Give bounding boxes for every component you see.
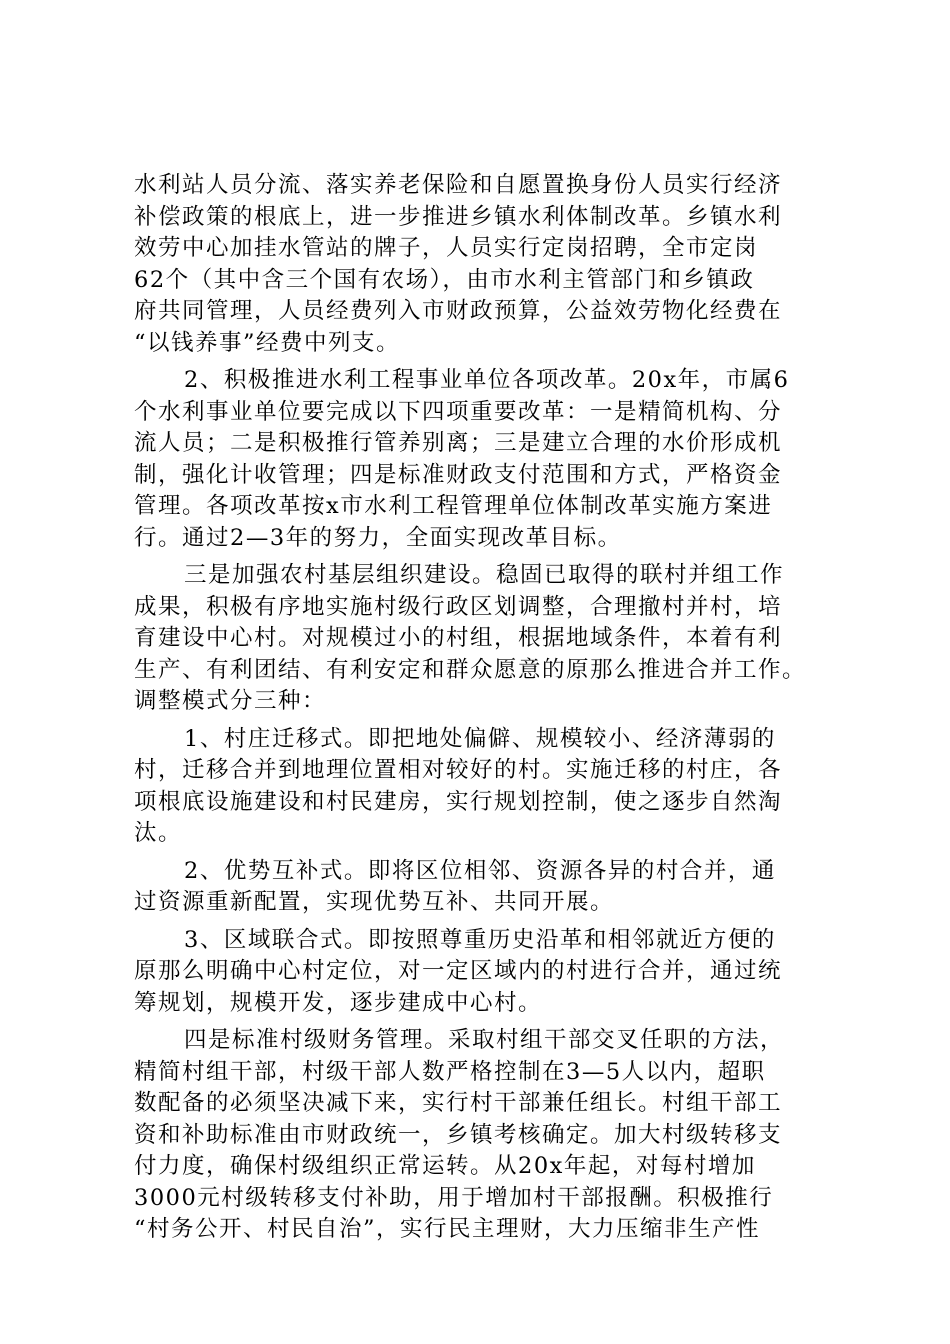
paragraph-start-line: 2、优势互补式。即将区位相邻、资源各异的村合并，通 [184, 857, 776, 884]
text-line: 原那么明确中心村定位，对一定区域内的村进行合并，通过统 [134, 958, 783, 984]
text-line: 流人员；二是积极推行管养别离；三是建立合理的水价形成机 [134, 430, 783, 456]
text-line: 62个（其中含三个国有农场），由市水利主管部门和乡镇政 [134, 266, 755, 293]
text-line: 制，强化计收管理；四是标准财政支付范围和方式，严格资金 [134, 461, 783, 488]
text-line: 管理。各项改革按x市水利工程管理单位体制改革实施方案进 [134, 493, 773, 519]
document-body [134, 170, 834, 1246]
text-line: 资和补助标准由市财政统一，乡镇考核确定。加大村级转移支 [134, 1121, 783, 1148]
text-line: 汰。 [134, 820, 183, 846]
paragraph-start-line: 三是加强农村基层组织建设。稳固已取得的联村并组工作 [184, 562, 785, 588]
paragraph-start-line: 1、村庄迁移式。即把地处偏僻、规模较小、经济薄弱的 [184, 725, 776, 752]
text-line: 成果，积极有序地实施村级行政区划调整，合理撤村并村，培 [134, 593, 783, 620]
paragraph-start-line: 2、积极推进水利工程事业单位各项改革。20x年，市属6 [184, 367, 790, 393]
text-line: 调整模式分三种： [134, 688, 327, 714]
text-line: 水利站人员分流、落实养老保险和自愿置换身份人员实行经济 [134, 172, 783, 198]
text-line: 项根底设施建设和村民建房，实行规划控制，使之逐步自然淘 [134, 788, 783, 815]
text-line: 村，迁移合并到地理位置相对较好的村。实施迁移的村庄，各 [134, 757, 783, 783]
text-line: 育建设中心村。对规模过小的村组，根据地域条件，本着有利 [134, 625, 783, 651]
text-line: 个水利事业单位要完成以下四项重要改革：一是精简机构、分 [134, 398, 783, 425]
text-line: 效劳中心加挂水管站的牌子，人员实行定岗招聘，全市定岗 [134, 235, 759, 261]
text-line: 付力度，确保村级组织正常运转。从20x年起，对每村增加 [134, 1153, 756, 1179]
text-line: 3000元村级转移支付补助，用于增加村干部报酬。积极推行 [134, 1184, 774, 1211]
paragraph-start-line: 四是标准村级财务管理。采取村组干部交叉任职的方法， [184, 1027, 785, 1053]
text-line: 精简村组干部，村级干部人数严格控制在3—5人以内，超职 [134, 1058, 766, 1085]
text-line: 数配备的必须坚决减下来，实行村干部兼任组长。村组干部工 [134, 1090, 783, 1116]
text-line: 生产、有利团结、有利安定和群众愿意的原那么推进合并工作。 [134, 656, 807, 683]
text-line: “村务公开、村民自治”，实行民主理财，大力压缩非生产性 [134, 1216, 761, 1242]
text-line: “以钱养事”经费中列支。 [134, 329, 401, 356]
paragraph-start-line: 3、区域联合式。即按照尊重历史沿革和相邻就近方便的 [184, 926, 776, 953]
text-line: 过资源重新配置，实现优势互补、共同开展。 [134, 889, 615, 915]
text-line: 行。通过2—3年的努力，全面实现改革目标。 [134, 524, 622, 551]
text-line: 府共同管理，人员经费列入市财政预算，公益效劳物化经费在 [134, 298, 783, 324]
text-line: 补偿政策的根底上，进一步推进乡镇水利体制改革。乡镇水利 [134, 203, 783, 230]
text-line: 筹规划，规模开发，逐步建成中心村。 [134, 989, 543, 1016]
